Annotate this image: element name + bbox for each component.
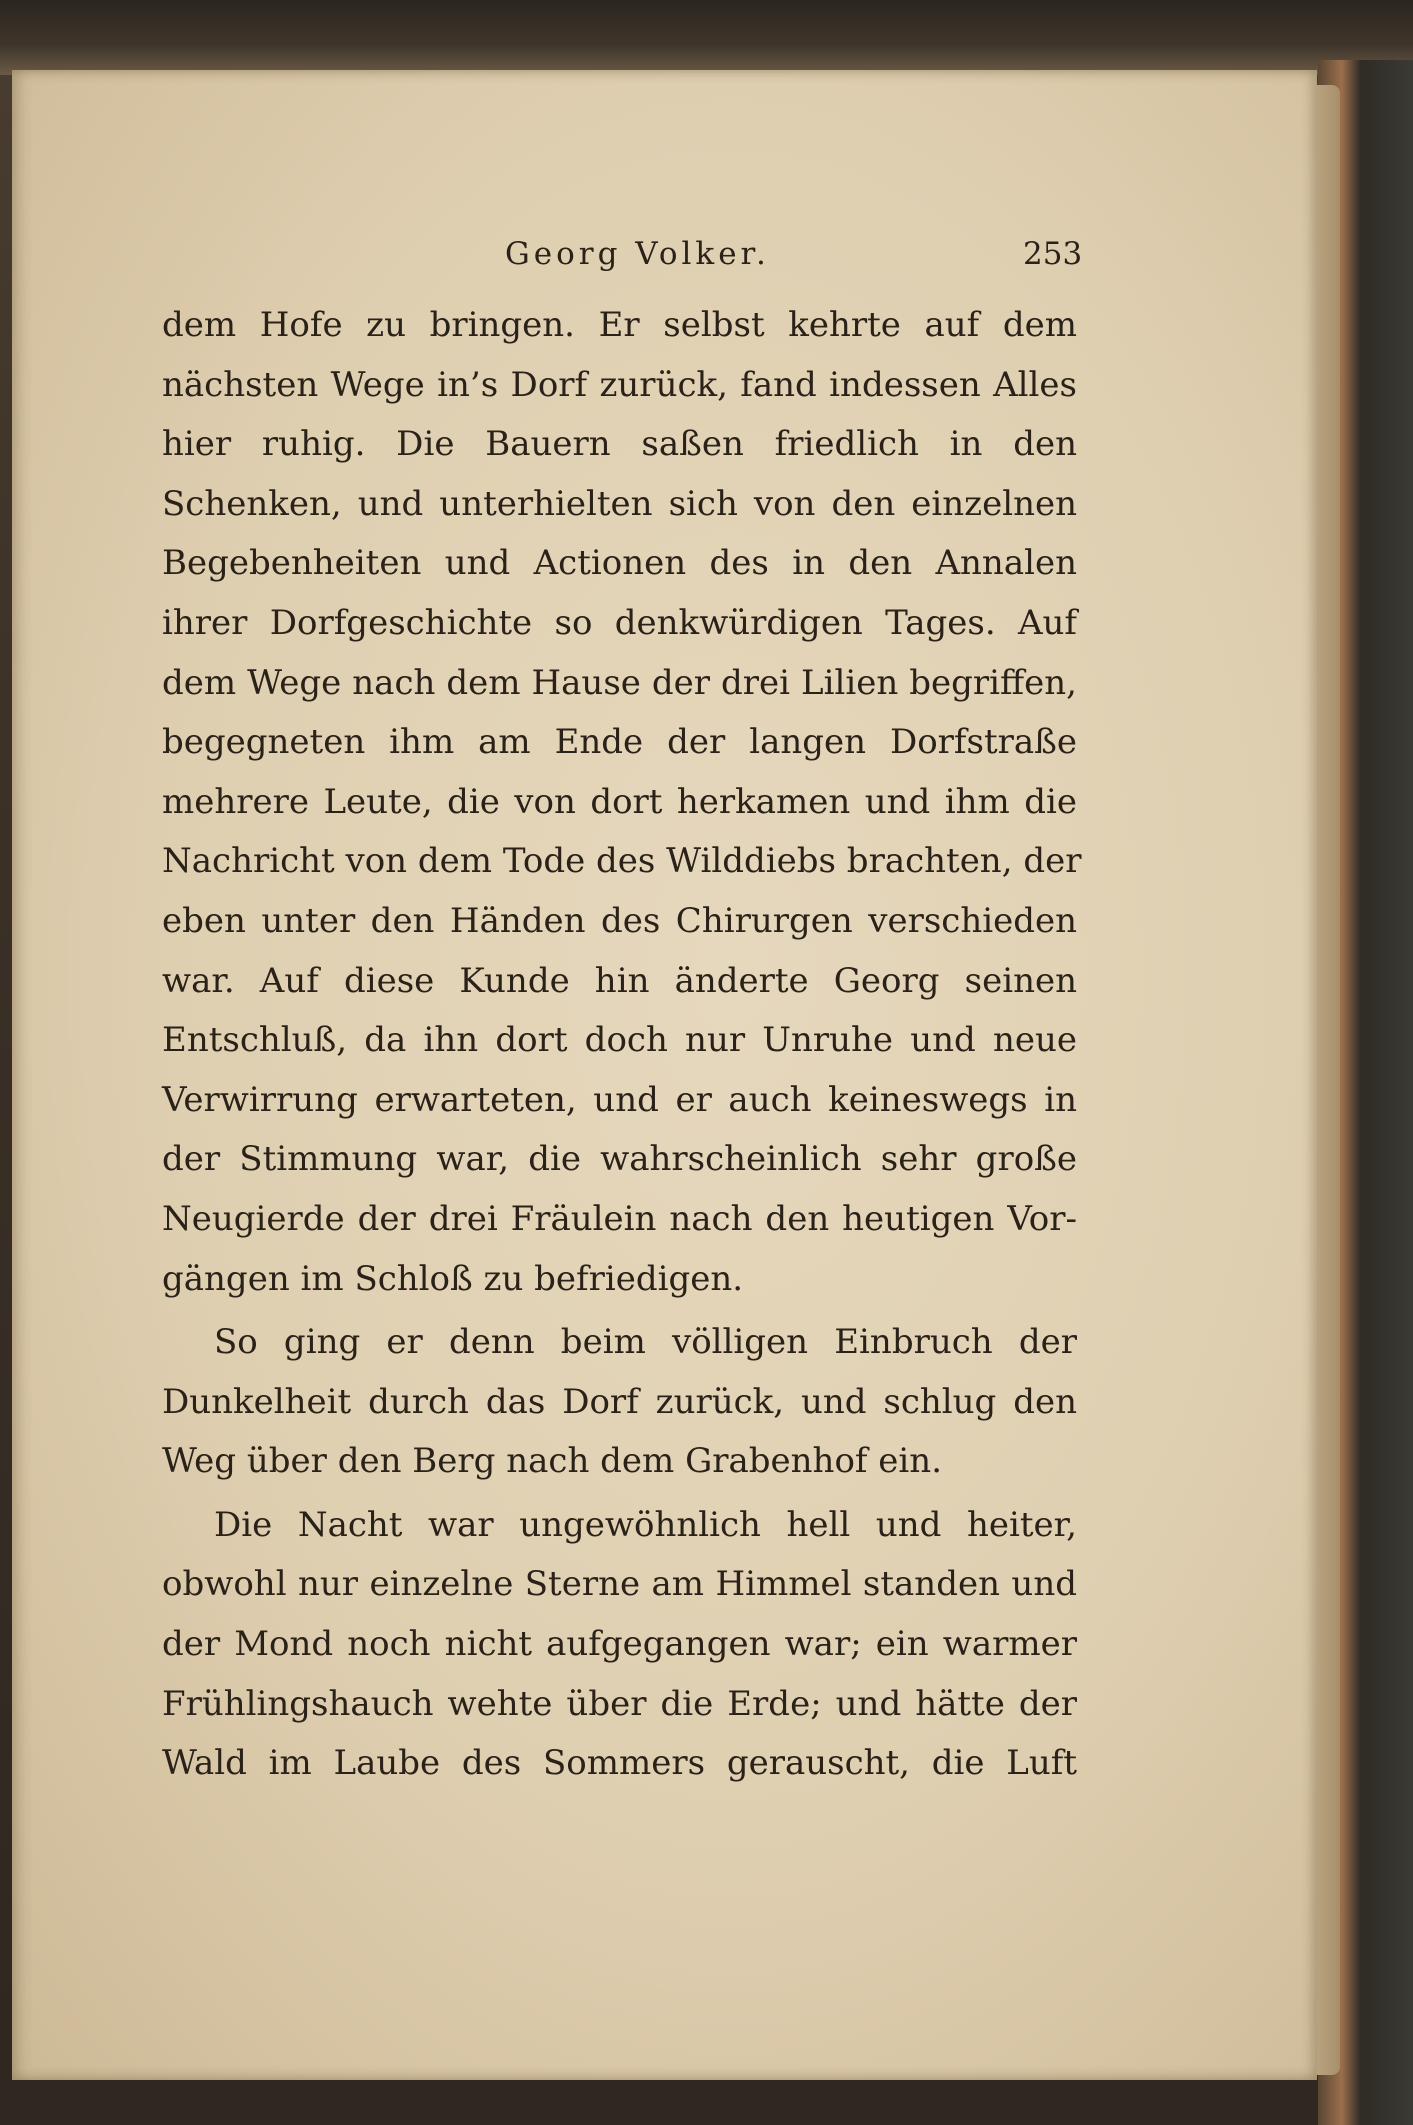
text-line: ihrer Dorfgeschichte so denkwürdigen Tages. Auf — [162, 602, 1077, 643]
text-line: Verwirrung erwarteten, und er auch keineswegs in — [162, 1079, 1077, 1120]
body-text — [162, 296, 1082, 1794]
text-line: Weg über den Berg nach dem Grabenhof ein. — [162, 1441, 943, 1482]
text-line: nächsten Wege in’s Dorf zurück, fand indessen Alles — [162, 364, 1077, 405]
text-line: Frühlingshauch wehte über die Erde; und hätte der — [162, 1683, 1077, 1724]
text-line: Schenken, und unterhielten sich von den einzelnen — [162, 483, 1077, 524]
text-line: Neugierde der drei Fräulein nach den heutigen Vor- — [162, 1198, 1077, 1239]
text-line: Dunkelheit durch das Dorf zurück, und schlug den — [162, 1381, 1077, 1422]
text-line: dem Hofe zu bringen. Er selbst kehrte auf dem — [162, 305, 1077, 345]
text-line: Entschluß, da ihn dort doch nur Unruhe und neue — [162, 1020, 1077, 1061]
text-line: der Stimmung war, die wahrscheinlich sehr große — [162, 1139, 1077, 1180]
running-title: Georg Volker. — [505, 236, 770, 272]
text-line: dem Wege nach dem Hause der drei Lilien begriffen, — [162, 662, 1077, 703]
text-line: hier ruhig. Die Bauern saßen friedlich in den — [162, 424, 1077, 465]
text-line: So ging er denn beim völligen Einbruch der — [214, 1322, 1077, 1363]
book-cover-top — [0, 0, 1413, 75]
text-line: mehrere Leute, die von dort herkamen und ihm die — [162, 781, 1077, 822]
text-line: obwohl nur einzelne Sterne am Himmel standen und — [162, 1564, 1077, 1605]
text-line: Die Nacht war ungewöhnlich hell und heiter, — [214, 1504, 1077, 1545]
text-line: Nachricht von dem Tode des Wilddiebs brachten, der — [162, 841, 1082, 882]
page-number: 253 — [1023, 236, 1083, 272]
text-line: der Mond noch nicht aufgegangen war; ein warmer — [162, 1624, 1077, 1665]
text-line: gängen im Schloß zu befriedigen. — [162, 1258, 744, 1299]
text-line: eben unter den Händen des Chirurgen verschieden — [162, 900, 1077, 941]
text-line: begegneten ihm am Ende der langen Dorfstraße — [162, 722, 1077, 763]
text-line: Wald im Laube des Sommers gerauscht, die Luft — [162, 1743, 1077, 1784]
text-line: Begebenheiten und Actionen des in den Annalen — [162, 543, 1077, 584]
text-line: war. Auf diese Kunde hin änderte Georg seinen — [162, 960, 1077, 1001]
page-header — [0, 236, 1413, 276]
